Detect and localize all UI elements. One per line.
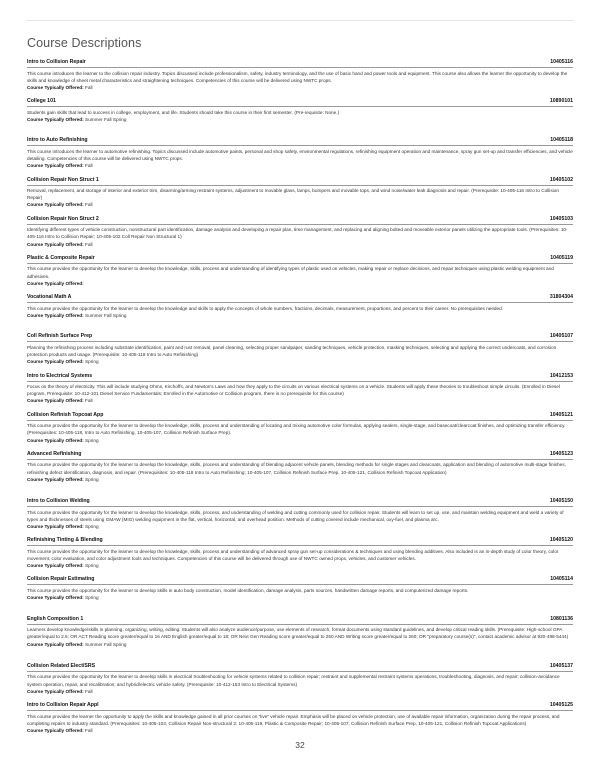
course-item (27, 451, 573, 498)
offered-label: Course Typically Offered: (27, 563, 84, 569)
offered-value: Spring (85, 359, 99, 365)
course-code: 10801136 (550, 615, 573, 622)
course-name: Intro to Collision Repair Appl (27, 702, 99, 708)
offered-value: Summer Fall Spring (85, 116, 127, 122)
offered-label: Course Typically Offered: (27, 312, 84, 318)
course-offered (27, 84, 573, 91)
course-code: 10412153 (549, 372, 573, 379)
course-offered (27, 358, 573, 365)
course-description: Planning the refinishing process including substrate identification, paint and rust removal, panel cleaning, selecting proper sandpaper, sanding techniques, vehicle protection, masking techniques, selecting and applying the correct undercoats, and corrosion protection products and usage. (Prerequisite: 10-405-118 Intro to Auto Refinishing) (27, 344, 557, 358)
course-description: This course provides the opportunity for the learner to develop the knowledge, skills, process and understanding of locating and mixing automotive color formulas, applying sealers, single-stage, and basecoat/clearcoat finishes, and optimizing transfer efficiency. (Prerequisites: 10-405-118, Intro to Auto Refinishing, 10-405-107, Collision Refinish Surface Prep). (27, 423, 566, 436)
course-item (27, 177, 573, 216)
course-name: English Composition 1 (27, 615, 84, 622)
offered-value: Fall (85, 163, 93, 169)
course-offered (27, 162, 573, 169)
course-name: Intro to Auto Refinishing (27, 137, 88, 144)
course-description: Removal, replacement, and storage of interior and exterior trim, disarming/arming restraint systems, adjustment to movable glass, lamps, bumpers and movable tops, and wind noise/water leak diagnosis and repair. (Prerequisite: 10-405-116 Intro to Collision Repair) (27, 188, 559, 201)
course-header (27, 451, 573, 460)
course-code: 10405121 (549, 411, 573, 418)
offered-value: Fall (85, 398, 93, 404)
course-name: Collision Related Elect/SRS (27, 662, 96, 669)
course-item (27, 216, 573, 255)
offered-label: Course Typically Offered: (27, 202, 84, 208)
course-header (27, 98, 573, 107)
course-code: 10405125 (549, 702, 573, 708)
top-rule (26, 20, 574, 21)
course-name: Intro to Electrical Systems (27, 372, 93, 379)
course-offered (27, 280, 573, 287)
course-description: This course introduces the learner to automotive refinishing. Topics discussed include automotive paints, personal and shop safety, environmental regulations, refinishing equipment operation and maintenance, spray gun set-up and transfer efficiencies, and vehicle detailing. Competencies of this course will be delivered using NWTC props. (27, 148, 573, 162)
offered-label: Course Typically Offered: (27, 727, 84, 733)
course-code: 10405103 (549, 215, 573, 222)
course-item (27, 663, 573, 702)
offered-value: Fall (85, 241, 93, 247)
course-name: Coll Refinish Surface Prep (27, 333, 93, 340)
offered-label: Course Typically Offered: (27, 84, 84, 90)
course-name: Refinishing Tinting & Blending (27, 537, 103, 544)
offered-value: Spring (85, 595, 99, 601)
course-item (27, 412, 573, 451)
page-number: 32 (295, 740, 305, 750)
course-offered (27, 688, 573, 695)
course-item (27, 137, 573, 176)
course-item (27, 294, 573, 333)
offered-value: Fall (85, 688, 93, 694)
course-code: 10405118 (550, 137, 573, 144)
offered-label: Course Typically Offered: (27, 241, 84, 247)
course-header (27, 137, 573, 146)
course-offered (27, 476, 573, 483)
course-name: Collision Refinish Topcoat App (27, 411, 104, 418)
course-name: Collision Repair Non Struct 2 (27, 215, 99, 222)
offered-label: Course Typically Offered: (27, 116, 84, 122)
offered-label: Course Typically Offered: (27, 398, 84, 404)
course-header (27, 498, 573, 507)
course-header (27, 702, 573, 711)
course-offered (27, 312, 573, 319)
course-header (27, 663, 573, 672)
course-header (27, 616, 573, 625)
course-offered (27, 562, 573, 569)
course-description: This course provides the opportunity for the learner to develop skills in electrical troubleshooting for vehicle systems related to collision repair; restraint and supplemental restraint systems operations, troubleshooting, diagnosis, and repair; collision-avoidance system operation, repair, and recalibration; and hybrid/electric vehicle safety. (Prerequisite: 10-412-153 Intro to Electrical Systems) (27, 674, 560, 687)
course-item (27, 537, 573, 576)
offered-value: Summer Fall Spring (85, 312, 127, 318)
course-code: 10405107 (549, 333, 573, 340)
course-description: This course provides the opportunity for the learner to develop the knowledge and skills to apply the concepts of whole numbers, fractions, decimals, measurement, proportions, and percent to their career. No prerequisites needed. (27, 305, 504, 311)
course-item (27, 333, 573, 372)
offered-value: Spring (85, 476, 99, 482)
course-item (27, 616, 573, 663)
offered-label: Course Typically Offered: (27, 523, 84, 529)
course-header (27, 537, 573, 546)
course-description: Students gain skills that lead to success in college, employment, and life. Students should take this course in their first semester. (Pre-requisite: None.) (27, 109, 340, 115)
offered-label: Course Typically Offered: (27, 476, 84, 482)
course-name: Collision Repair Estimating (27, 576, 95, 583)
course-list (27, 59, 573, 749)
course-offered (27, 201, 573, 208)
course-offered (27, 523, 573, 530)
course-code: 10405150 (549, 498, 573, 505)
course-header (27, 177, 573, 186)
course-item (27, 498, 573, 537)
course-description: Identifying different types of vehicle construction, nonstructural part identification, damage analysis and developing a repair plan, time management, and replacing and aligning bolted and moveable exterior panels utilizing the appropriate tools. (Prerequisites: 10-405-116 Intro to Collision Repair; 10-405-102 Coll Repair Non Structural 1) (27, 227, 568, 240)
offered-label: Course Typically Offered: (27, 437, 84, 443)
course-code: 31804304 (549, 294, 573, 301)
course-code: 10405116 (550, 59, 573, 65)
offered-value: Fall (85, 202, 93, 208)
course-header (27, 294, 573, 303)
course-description: This course provides the opportunity for the learner to develop the knowledge, skills, process and understanding of advanced spray gun set-up considerations & techniques and using blending additives. Also included is an in-depth study of color theory, color movement, color evaluation, and color adjustment tools and techniques. Competencies of this course will be delivered through use of NWTC owned props, vehicles, and customer vehicles. (27, 548, 559, 561)
course-name: Intro to Collision Repair (27, 59, 86, 65)
offered-value: Spring (85, 437, 99, 443)
course-description: This course provides the opportunity for the learner to develop the knowledge, skills, process, and understanding of welding and cutting commonly used for collision repair. Students will learn to set up, use, and maintain welding equipment and weld a variety of types and thicknesses of steels using GMAW (MIG) welding equipment in the flat, vertical, horizontal, and overhead position. Methods of cutting covered include mechanical, oxy-fuel, and plasma arc. (27, 509, 564, 522)
course-header (27, 373, 573, 382)
offered-label: Course Typically Offered: (27, 163, 84, 169)
course-item (27, 373, 573, 412)
course-description: This course provides the opportunity for the learner to develop skills in auto body construction, model identification, damage analysis, parts sources, handwritten damage reports, and computerized damage reports. (27, 587, 469, 593)
offered-label: Course Typically Offered: (27, 359, 84, 365)
course-header (27, 576, 573, 585)
course-header (27, 216, 573, 225)
course-name: Vocational Math A (27, 294, 72, 301)
course-item (27, 59, 573, 98)
course-name: College 101 (27, 98, 56, 105)
course-code: 10405114 (550, 576, 573, 583)
offered-label: Course Typically Offered: (27, 641, 84, 647)
course-offered (27, 727, 573, 734)
course-code: 10405120 (549, 537, 573, 544)
course-header (27, 333, 573, 342)
course-description: Learners develop knowledge/skills in planning, organizing, writing, editing. Students will also analyze audience/purpose, use elements of research, format documents using standard guidelines, and develop critical reading skills. (Prerequisite: High-school GPA greater/equal to 2.6; OR ACT Reading score greater/equal to 16 AND English greater/equal to 18; OR Next Gen Reading score greater/equal to 250 AND Writing score greater/equal to 260; OR "preparatory course(s)", contact academic advisor at 920-498-5444) (27, 627, 569, 640)
course-code: 10405137 (549, 662, 573, 669)
offered-label: Course Typically Offered: (27, 595, 84, 601)
course-code: 10890101 (549, 98, 573, 105)
course-name: Plastic & Composite Repair (27, 254, 95, 261)
page-title: Course Descriptions (27, 36, 142, 50)
course-offered (27, 594, 573, 601)
offered-value: Spring (85, 523, 99, 529)
course-item (27, 98, 573, 137)
course-offered (27, 437, 573, 444)
course-code: 10405119 (550, 254, 573, 261)
course-item (27, 576, 573, 615)
course-offered (27, 241, 573, 248)
offered-label: Course Typically Offered: (27, 280, 84, 286)
course-code: 10405102 (549, 176, 573, 183)
offered-value: Summer Fall Spring (85, 641, 127, 647)
offered-value: Fall (85, 727, 93, 733)
course-offered (27, 116, 573, 123)
course-description: This course provides the learner the opportunity to apply the skills and knowledge gained in all prior courses on "live" vehicle repair. Emphasis will be placed on vehicle protection, use of available repair information, organization during the repair process, and completing repairs to industry standard. (Prerequisites: 10-405-103, Collision Repair Non-structural 2; 10-405-119, Plastic & Composite Repair; 10-405-107, Collision Refinish Surface Prep, 10-405-121, Collision Refinish Topcoat Applications) (27, 713, 560, 726)
course-description: This course provides the opportunity for the learner to develop the knowledge, skills, process and understanding of identifying types of plastic used on vehicles, making repair or replace decisions, and repair techniques using plastic welding equipment and adhesives. (27, 266, 554, 279)
course-code: 10405123 (549, 450, 573, 457)
course-name: Collision Repair Non Struct 1 (27, 176, 99, 183)
course-header (27, 255, 573, 264)
course-header (27, 59, 573, 68)
course-offered (27, 397, 573, 404)
course-offered (27, 641, 573, 648)
offered-label: Course Typically Offered: (27, 688, 84, 694)
course-description: This course provides the opportunity for the learner to develop the knowledge, skills, process and understanding of blending adjacent vehicle panels, blending methods for single stages and clearcoats, application and blending of automotive multi-stage finishes, refinishing defect identification, diagnosis, and repair. (Prerequisites: 10-405-118 Intro to Auto Refinishing; 10-405-107, Collision Refinish Surface Prep, 10-405-121, Collision Refinish Topcoat Application) (27, 462, 566, 475)
course-name: Advanced Refinishing (27, 450, 82, 457)
course-description: Focus on the theory of electricity. This will include studying Ohms, Kirchoffs, and Newton's Laws and how they apply to the circuits on various electrical systems on a vehicle. Students will apply these theories to troubleshoot simple circuits. (Enrolled in Diesel program, Prerequisite: 10-412-101 Diesel Service Fundamentals; Enrolled in the Automotive or Collision program, there is no prerequisite for this course) (27, 384, 560, 397)
course-item (27, 255, 573, 294)
course-header (27, 412, 573, 421)
offered-value: Spring (85, 563, 99, 569)
course-description: This course introduces the learner to the collision repair industry. Topics discussed include professionalism, safety, industry terminology, and the use of basic hand and power tools and equipment. This course also allows the learner the opportunity to develop the skills and knowledge of sheet metal characteristics and straightening techniques. Competencies of this course will be delivered using NWTC props. (27, 70, 568, 83)
offered-value: Fall (85, 84, 93, 90)
course-name: Intro to Collision Welding (27, 498, 90, 505)
